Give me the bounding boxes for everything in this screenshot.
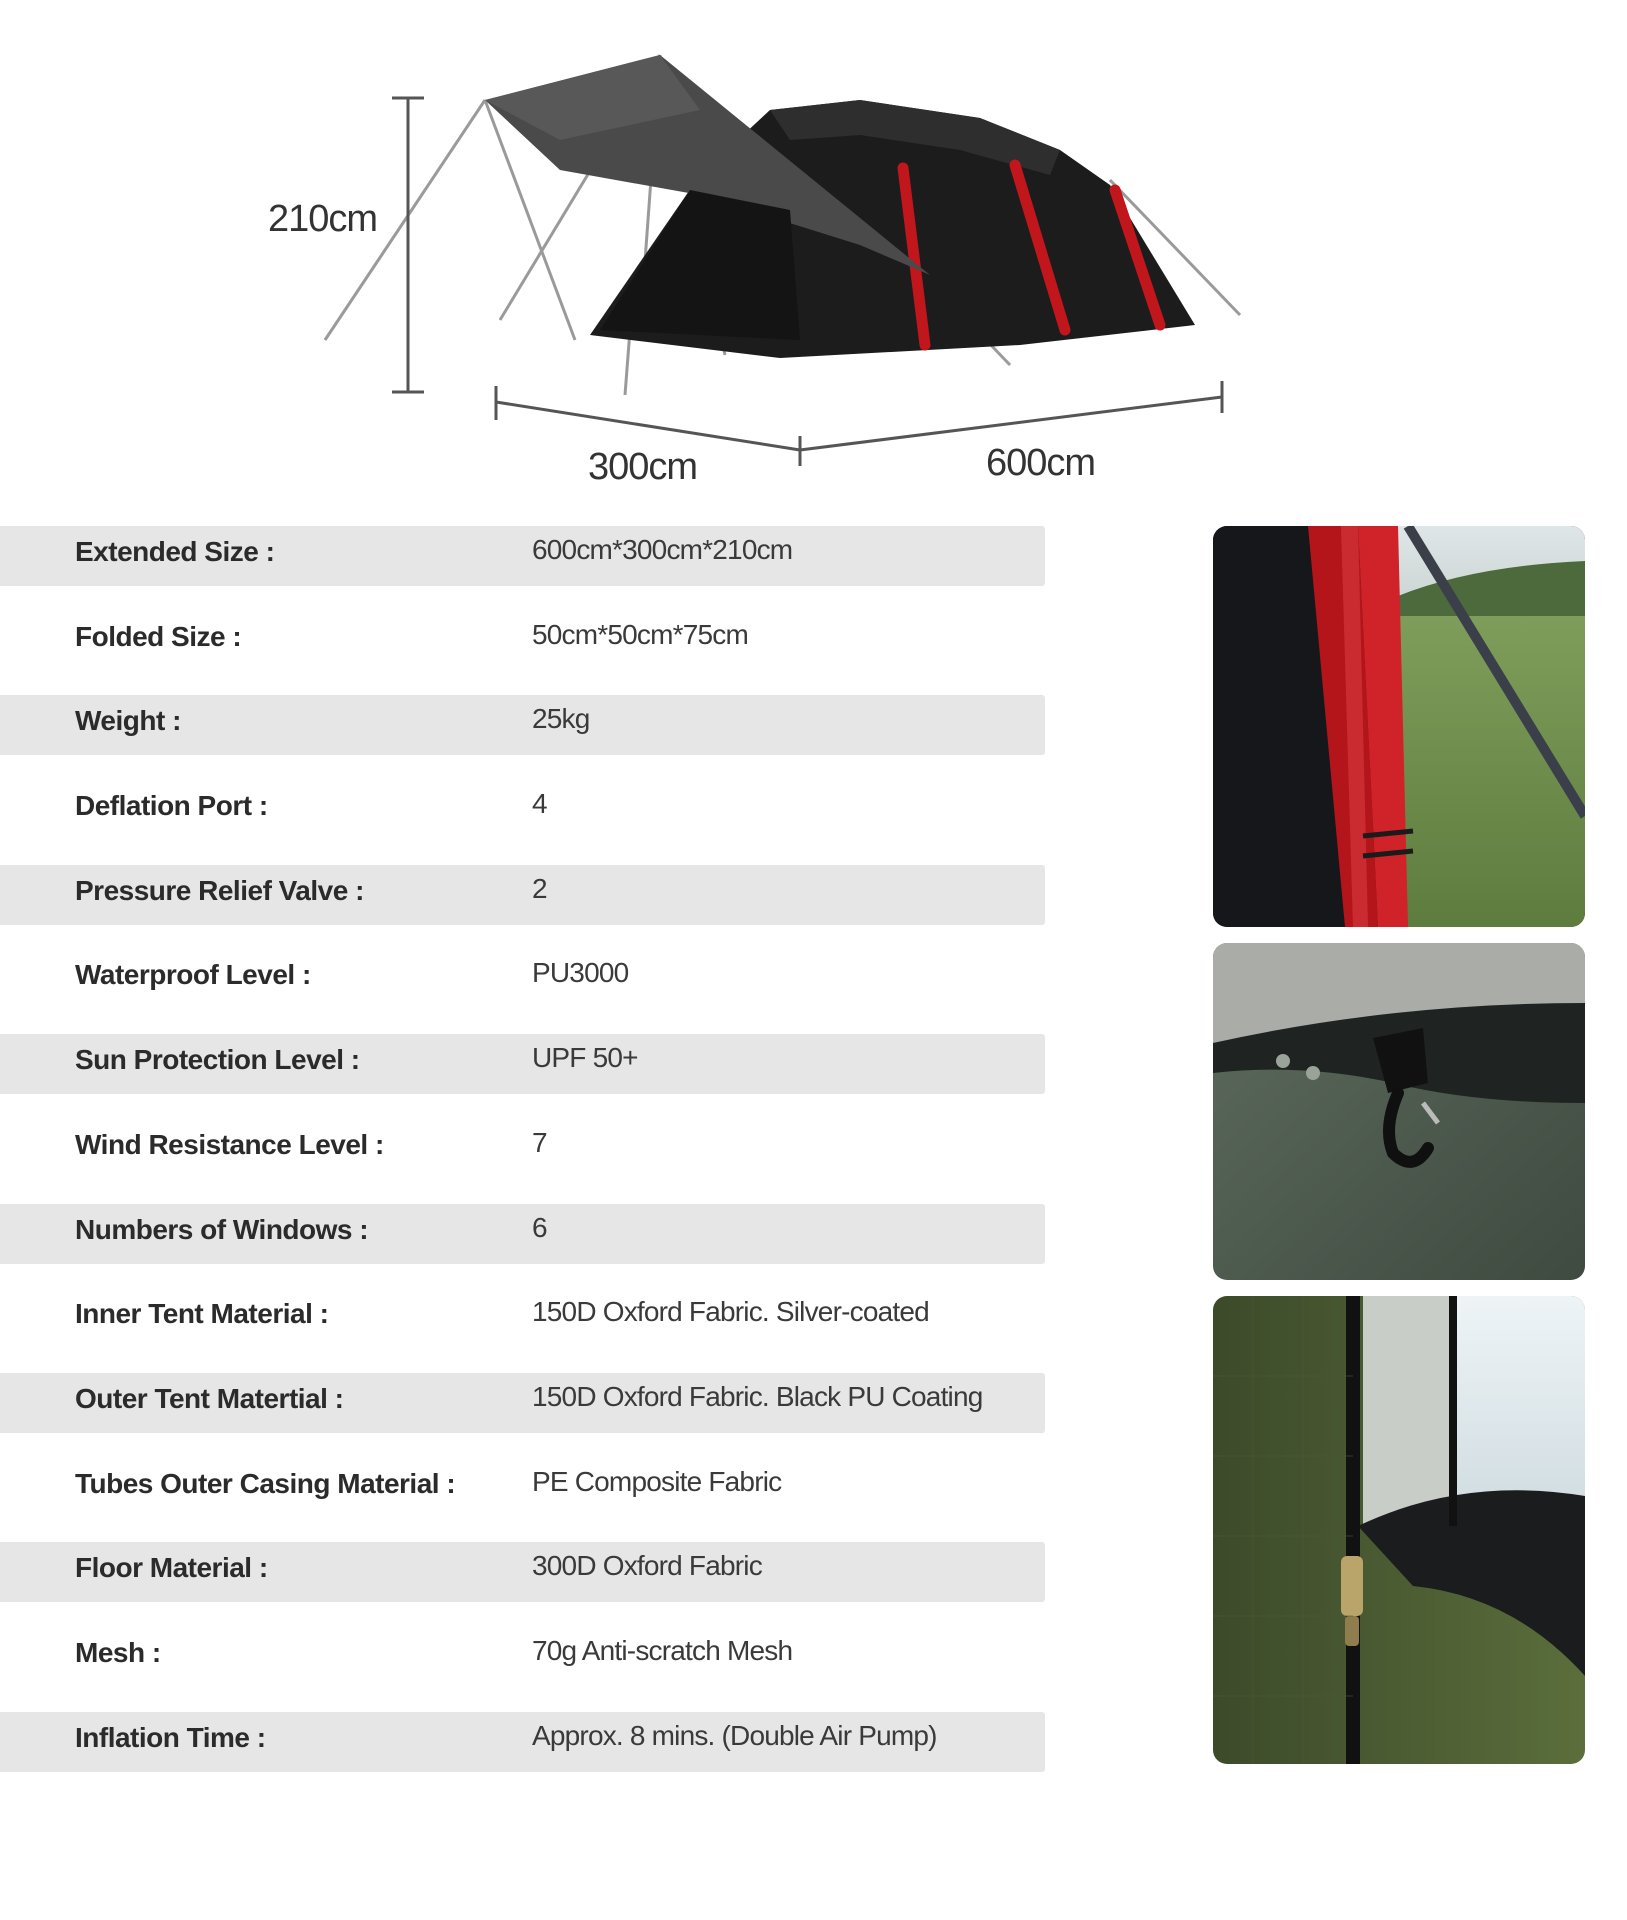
spec-row [0,1117,1045,1202]
spec-row [0,1202,1045,1287]
spec-row [0,1032,1045,1117]
spec-label: Tubes Outer Casing Material : [75,1467,456,1499]
spec-row [0,1540,1045,1625]
spec-row [0,693,1045,778]
spec-label: Mesh : [75,1636,161,1668]
spec-label: Numbers of Windows : [75,1213,369,1245]
spec-label: Sun Protection Level : [75,1044,360,1076]
spec-value: 150D Oxford Fabric. Silver-coated [532,1296,929,1328]
spec-label: Deflation Port : [75,790,268,822]
spec-row [0,1286,1045,1371]
spec-label: Folded Size : [75,620,242,652]
spec-value: 2 [532,872,547,904]
hook-detail-photo [1213,943,1585,1280]
spec-label: Extended Size : [75,536,275,567]
spec-value: 600cm*300cm*210cm [532,534,793,565]
spec-value: 150D Oxford Fabric. Black PU Coating [532,1380,983,1412]
spec-label: Pressure Relief Valve : [75,874,364,906]
spec-label: Floor Material : [75,1552,268,1584]
spec-label: Weight : [75,705,181,737]
spec-value: Approx. 8 mins. (Double Air Pump) [532,1719,937,1751]
spec-row [0,524,1045,609]
spec-label: Outer Tent Matertial : [75,1382,344,1414]
spec-value: UPF 50+ [532,1042,638,1074]
length-label: 600cm [986,442,1096,484]
spec-label: Waterproof Level : [75,959,311,991]
spec-row [0,1371,1045,1456]
spec-value: PE Composite Fabric [532,1465,782,1497]
spec-row [0,609,1045,694]
spec-table [0,524,1045,1794]
spec-row [0,863,1045,948]
spec-label: Inner Tent Material : [75,1298,329,1330]
spec-value: 70g Anti-scratch Mesh [532,1634,793,1666]
tent-dimension-diagram [0,0,1627,500]
height-dimension-line [392,98,424,392]
spec-row [0,947,1045,1032]
spec-value: PU3000 [532,957,629,989]
spec-row [0,1625,1045,1710]
spec-value: 7 [532,1126,547,1158]
spec-label: Inflation Time : [75,1721,266,1753]
spec-value: 4 [532,788,547,820]
spec-row [0,1456,1045,1541]
spec-row [0,1710,1045,1795]
spec-value: 25kg [532,703,590,735]
zipper-detail-photo [1213,1296,1585,1764]
spec-row [0,778,1045,863]
height-label: 210cm [268,198,378,240]
air-tube-detail-photo [1213,526,1585,927]
spec-value: 300D Oxford Fabric [532,1550,762,1582]
spec-label: Wind Resistance Level : [75,1128,384,1160]
width-label: 300cm [588,446,698,488]
spec-value: 6 [532,1211,547,1243]
spec-value: 50cm*50cm*75cm [532,618,748,650]
tent-illustration [0,0,1627,500]
